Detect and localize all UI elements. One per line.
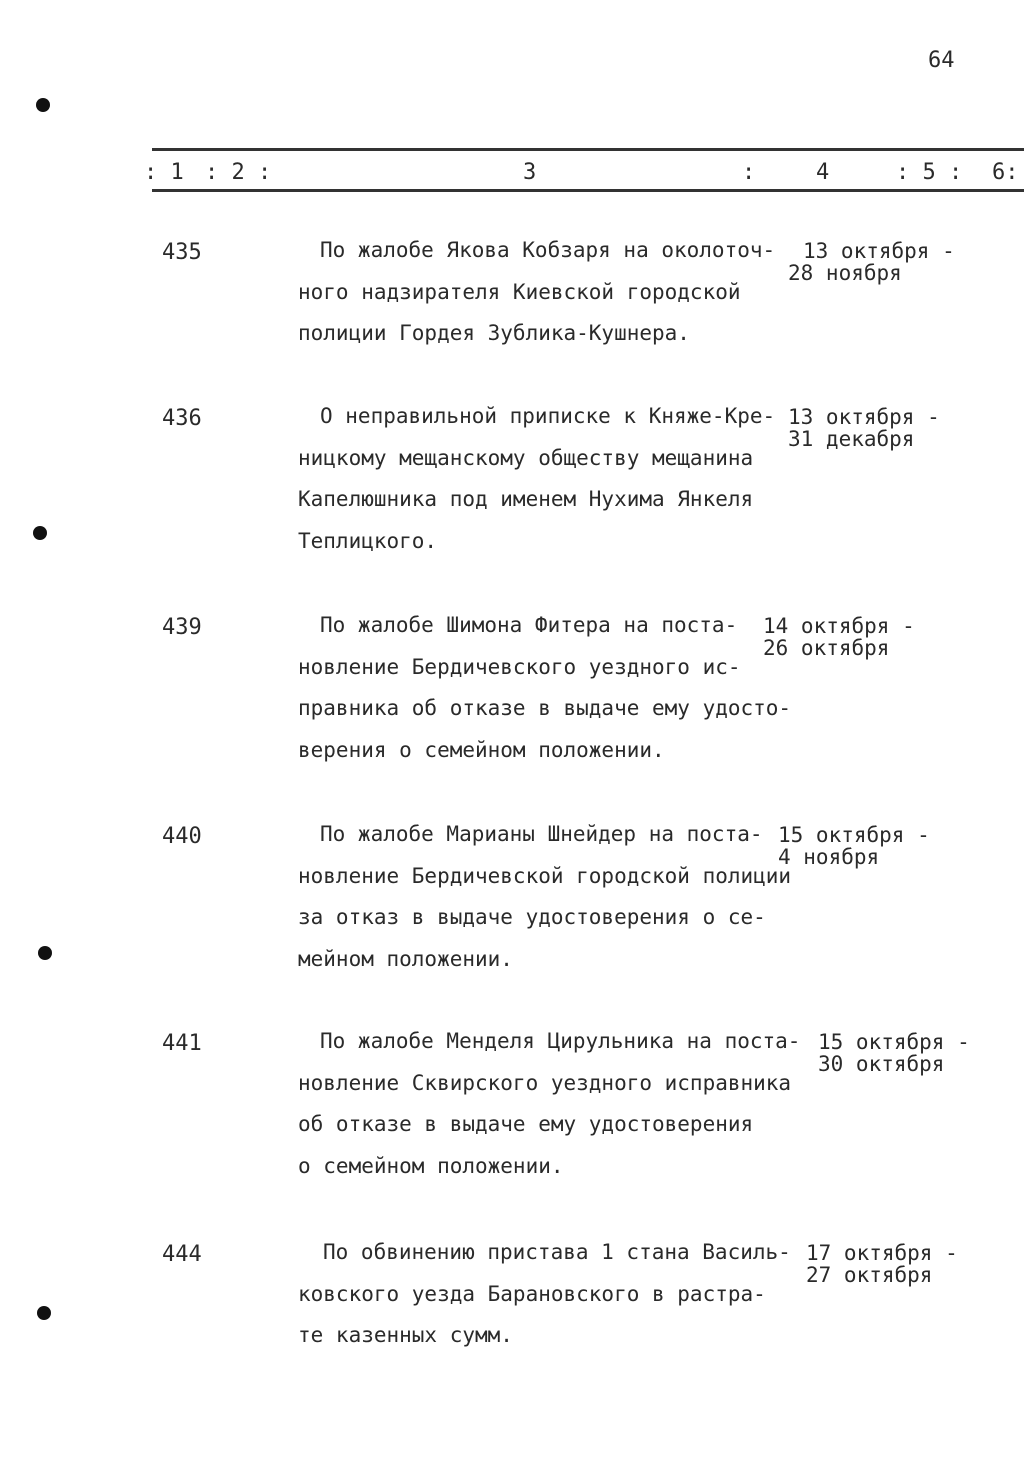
entry-date-start: 15 октября - xyxy=(778,823,930,847)
table-header-top-rule xyxy=(152,148,1024,151)
entry-description-line: новление Бердичевского уездного ис- xyxy=(298,654,741,679)
entry-date-start: 17 октября - xyxy=(806,1241,958,1265)
entry-description-line: полиции Гордея Зублика-Кушнера. xyxy=(298,321,690,345)
column-header-1: : 1 xyxy=(144,160,184,185)
entry-number: 439 xyxy=(162,615,202,640)
entry-description-line: верения о семейном положении. xyxy=(298,737,665,762)
entry-number: 441 xyxy=(162,1031,202,1056)
punch-hole-icon xyxy=(36,98,50,112)
entry-date-end: 27 октября xyxy=(806,1263,933,1287)
table-header-bottom-rule xyxy=(152,189,1024,192)
entry-description-line: за отказ в выдаче удостоверения о се- xyxy=(298,905,766,929)
entry-description-line: те казенных сумм. xyxy=(298,1323,513,1347)
entry-description-line: об отказе в выдаче ему удостоверения xyxy=(298,1112,754,1136)
entry-description-line: По жалобе Марианы Шнейдер на поста- xyxy=(320,822,763,846)
column-header-4: 4 xyxy=(816,160,830,185)
entry-date-end: 26 октября xyxy=(763,636,890,660)
entry-number: 436 xyxy=(162,406,202,431)
entry-description-line: о семейном положении. xyxy=(298,1153,564,1178)
entry-date-start: 13 октября - xyxy=(788,405,940,429)
punch-hole-icon xyxy=(33,526,47,540)
entry-description-line: По обвинению пристава 1 стана Василь- xyxy=(323,1240,791,1264)
entry-date-start: 15 октября - xyxy=(818,1030,970,1054)
entry-date-end: 4 ноября xyxy=(778,845,880,869)
entry-description-line: По жалобе Шимона Фитера на поста- xyxy=(320,613,738,637)
entry-description-line: ницкому мещанскому обществу мещанина xyxy=(298,445,754,470)
entry-description-line: мейном положении. xyxy=(298,946,513,971)
entry-description-line: правника об отказе в выдаче ему удосто- xyxy=(298,696,792,720)
entry-description-line: По жалобе Менделя Цирульника на поста- xyxy=(320,1029,801,1053)
entry-description-line: О неправильной приписке к Княже-Кре- xyxy=(320,404,776,428)
entry-description-line: Капелюшника под именем Нухима Янкеля xyxy=(298,487,754,511)
entry-description-line: По жалобе Якова Кобзаря на околоточ- xyxy=(320,238,776,262)
entry-description-line: новление Сквирского уездного исправника xyxy=(298,1070,792,1095)
column-separator: : xyxy=(742,160,756,185)
entry-number: 444 xyxy=(162,1242,202,1267)
page-number: 64 xyxy=(928,48,955,73)
entry-description-line: ного надзирателя Киевской городской xyxy=(298,279,741,304)
entry-description-line: ковского уезда Барановского в растра- xyxy=(298,1281,766,1306)
entry-date-start: 13 октября - xyxy=(803,239,955,263)
entry-number: 435 xyxy=(162,240,202,265)
entry-date-end: 30 октября xyxy=(818,1052,945,1076)
punch-hole-icon xyxy=(37,1306,51,1320)
entry-description-line: Теплицкого. xyxy=(298,528,438,553)
column-header-6: 6: xyxy=(992,160,1019,185)
entry-date-start: 14 октября - xyxy=(763,614,915,638)
column-header-5: : 5 : xyxy=(896,160,963,185)
entry-date-end: 31 декабря xyxy=(788,427,915,451)
entry-number: 440 xyxy=(162,824,202,849)
punch-hole-icon xyxy=(38,946,52,960)
column-header-3: 3 xyxy=(523,160,537,185)
column-header-2: : 2 : xyxy=(205,160,272,185)
entry-date-end: 28 ноября xyxy=(788,261,902,285)
entry-description-line: новление Бердичевской городской полиции xyxy=(298,863,792,888)
